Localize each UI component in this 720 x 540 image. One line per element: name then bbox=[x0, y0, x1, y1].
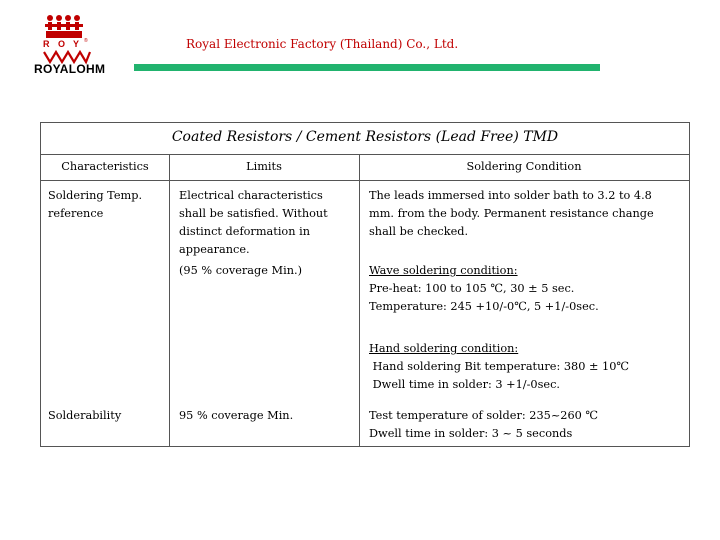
row1-limits bbox=[179, 187, 355, 280]
hand-bit-temperature: Hand soldering Bit temperature: 380 ± 10℃ bbox=[369, 360, 630, 373]
title-divider bbox=[41, 154, 689, 155]
row1-characteristic-line: Soldering Temp. bbox=[48, 189, 143, 202]
svg-text:R: R bbox=[43, 39, 50, 49]
row2-condition-line: Test temperature of solder: 235~260 ℃ bbox=[369, 409, 599, 422]
row1-characteristic-line: reference bbox=[48, 207, 104, 220]
row2-condition bbox=[369, 407, 685, 443]
wave-preheat: Pre-heat: 100 to 105 ℃, 30 ± 5 sec. bbox=[369, 282, 575, 295]
column-divider-1 bbox=[169, 154, 170, 446]
column-header-soldering-condition: Soldering Condition bbox=[466, 160, 582, 173]
row1-characteristic bbox=[48, 187, 166, 223]
svg-text:O: O bbox=[58, 39, 66, 49]
row1-condition-line: The leads immersed into solder bath to 3.2 to 4.8 bbox=[369, 189, 652, 202]
row1-limits-line: distinct deformation in bbox=[179, 225, 310, 238]
row1-limits-line: shall be satisfied. Without bbox=[179, 207, 328, 220]
row1-limits-line: Electrical characteristics bbox=[179, 189, 323, 202]
row1-condition bbox=[369, 187, 685, 394]
header-divider-bar bbox=[134, 64, 600, 71]
row1-limits-line: appearance. bbox=[179, 243, 250, 256]
row1-condition-line: mm. from the body. Permanent resistance change bbox=[369, 207, 654, 220]
row2-limits: 95 % coverage Min. bbox=[179, 409, 294, 422]
row1-limits-line: (95 % coverage Min.) bbox=[179, 264, 302, 277]
svg-text:®: ® bbox=[84, 38, 88, 44]
company-name: Royal Electronic Factory (Thailand) Co., Ltd. bbox=[186, 37, 459, 51]
row1-condition-line: shall be checked. bbox=[369, 225, 469, 238]
row2-condition-line: Dwell time in solder: 3 ~ 5 seconds bbox=[369, 427, 573, 440]
table-title: Coated Resistors / Cement Resistors (Lead Free) TMD bbox=[171, 129, 559, 145]
wave-temperature: Temperature: 245 +10/-0℃, 5 +1/-0sec. bbox=[369, 300, 599, 313]
column-divider-2 bbox=[359, 154, 360, 446]
svg-text:Y: Y bbox=[73, 39, 80, 49]
hand-soldering-heading: Hand soldering condition: bbox=[369, 342, 519, 355]
row2-characteristic: Solderability bbox=[48, 409, 122, 422]
specification-table bbox=[40, 122, 690, 447]
header-divider bbox=[41, 180, 689, 181]
hand-dwell-time: Dwell time in solder: 3 +1/-0sec. bbox=[369, 378, 561, 391]
logo-wordmark: ROYALOHM bbox=[34, 62, 106, 76]
column-header-characteristics: Characteristics bbox=[61, 160, 149, 173]
column-header-limits: Limits bbox=[246, 160, 282, 173]
wave-soldering-heading: Wave soldering condition: bbox=[369, 264, 518, 277]
